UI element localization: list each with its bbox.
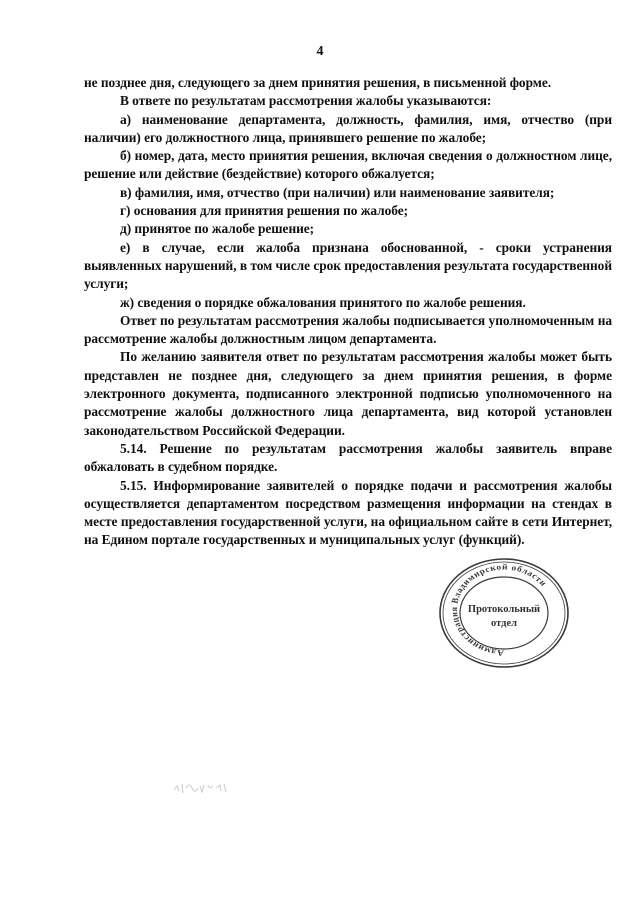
paragraph: не позднее дня, следующего за днем принятия решения, в письменной форме. [84, 75, 552, 90]
paragraph: По желанию заявителя ответ по результатам рассмотрения жалобы может быть представлен не позднее дня, следующего за днем принятия решения, в форме электронного документа, подписанного электронной подписью уполномоченного на рассмотрение жалобы должностного лица департамента, вид которой установлен законодательством Российской Федерации. [84, 349, 612, 438]
stamp-center-line-1: Протокольный [467, 604, 541, 615]
stamp-center-line-2: отдел [491, 618, 517, 629]
paragraph: В ответе по результатам рассмотрения жалобы указываются: [120, 93, 492, 109]
stamp-ring-text: Администрация Владимирской области [448, 562, 550, 658]
list-item: г) основания для принятия решения по жалобе; [120, 203, 409, 219]
protocol-department-stamp [435, 555, 573, 673]
paragraph: Ответ по результатам рассмотрения жалобы подписывается уполномоченным на рассмотрение жалобы должностным лицом департамента. [84, 312, 612, 347]
faint-pen-marks [172, 776, 232, 798]
list-item: б) номер, дата, место принятия решения, включая сведения о должностном лице, решение или действие (бездействие) которого обжалуется; [84, 148, 612, 182]
list-item: д) принятое по жалобе решение; [120, 221, 315, 237]
list-item: а) наименование департамента, должность, фамилия, имя, отчество (при наличии) его должностного лица, принявшего решение по жалобе; [84, 111, 612, 145]
paragraph: 5.14. Решение по результатам рассмотрения жалобы заявитель вправе обжаловать в судебном порядке. [84, 440, 612, 475]
list-item: е) в случае, если жалоба признана обоснованной, - сроки устранения выявленных нарушений, в том числе срок предоставления результата государственной услуги; [84, 239, 612, 292]
paragraph: 5.15. Информирование заявителей о порядке подачи и рассмотрения жалобы осуществляется департаментом посредством размещения информации на стендах в месте предоставления государственной услуги, на официальном сайте в сети Интернет, на Едином портале государственных и муниципальных услуг (функций). [84, 477, 612, 548]
document-body [84, 74, 612, 550]
list-item: ж) сведения о порядке обжалования принятого по жалобе решения. [120, 294, 526, 310]
page-number: 4 [316, 44, 324, 59]
list-item: в) фамилия, имя, отчество (при наличии) или наименование заявителя; [120, 184, 555, 200]
